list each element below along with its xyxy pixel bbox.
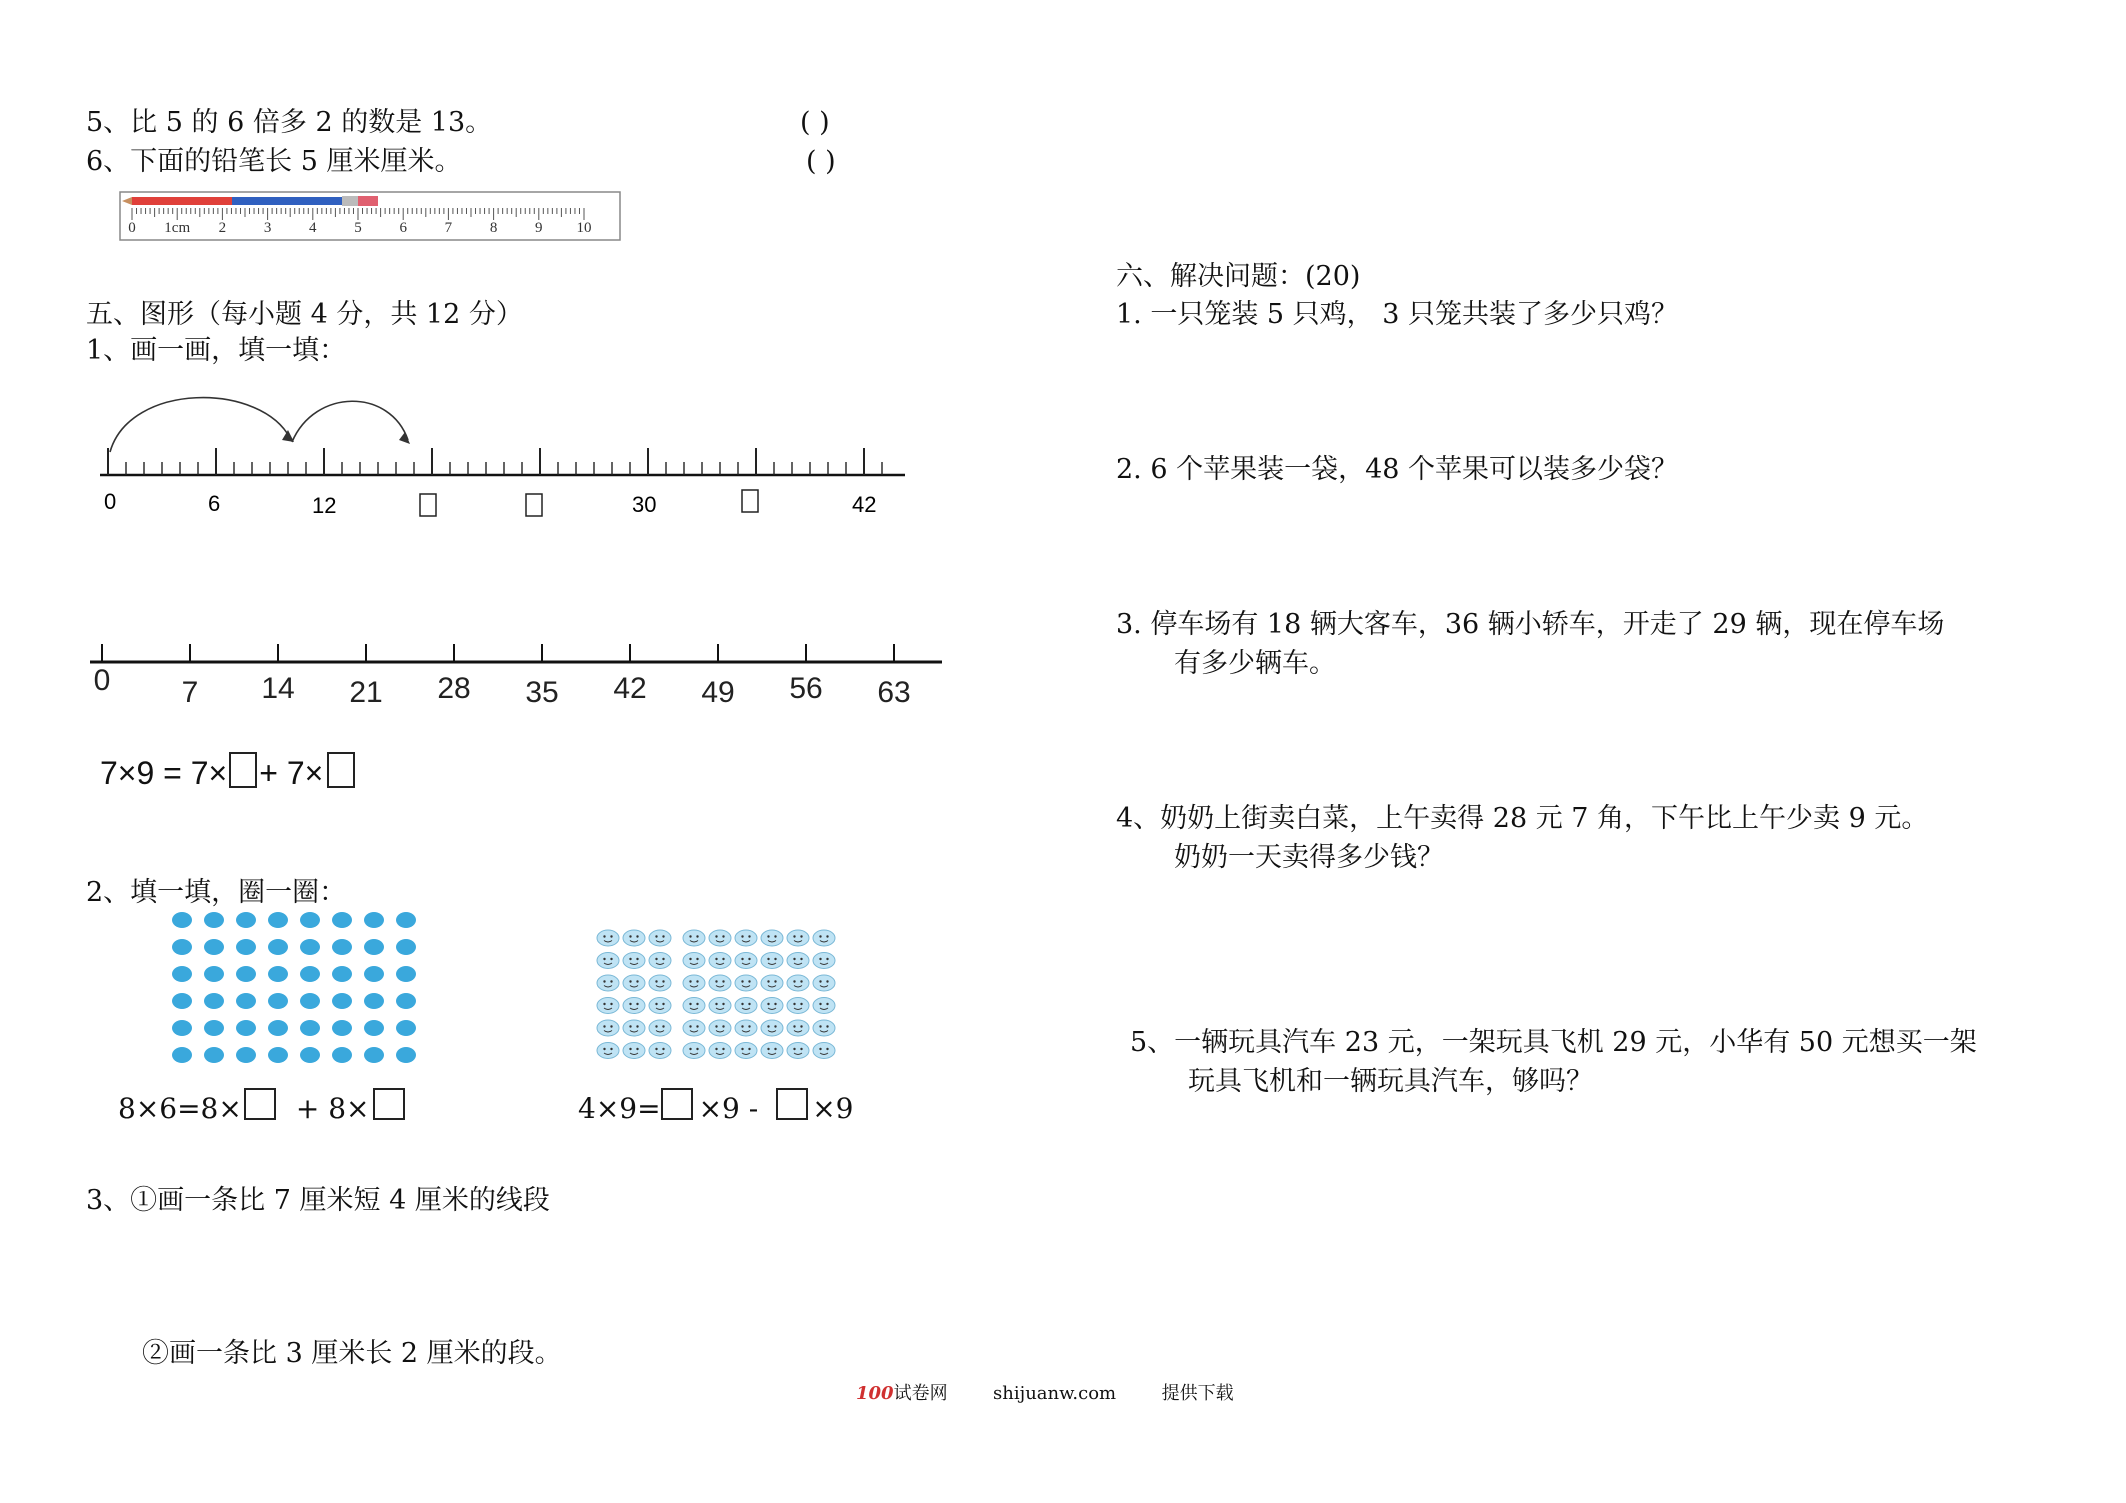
smiley-icon xyxy=(761,953,783,969)
dot xyxy=(172,1047,192,1063)
smiley-icon xyxy=(683,930,705,946)
smiley-icon xyxy=(813,1043,835,1059)
smiley-icon xyxy=(787,975,809,991)
nl2-label: 21 xyxy=(349,676,383,709)
dot xyxy=(204,912,224,928)
dot xyxy=(268,939,288,955)
smiley-icon xyxy=(597,975,619,991)
smiley-icon xyxy=(735,930,757,946)
dot xyxy=(332,1020,352,1036)
number-line-2-ticks xyxy=(102,644,894,662)
nl2-label: 56 xyxy=(789,672,823,705)
hop-arc-1 xyxy=(110,398,290,452)
pencil-body-red xyxy=(132,197,232,205)
ruler-label: 9 xyxy=(535,220,543,236)
eq-8x6-lhs: 8×6=8× xyxy=(118,1092,242,1125)
smiley-icon xyxy=(623,953,645,969)
dot-array xyxy=(168,908,434,1068)
dot xyxy=(364,966,384,982)
smiley-icon xyxy=(709,975,731,991)
smiley-icon xyxy=(813,953,835,969)
pencil-body-blue xyxy=(232,197,342,205)
nl1-blank-box-2[interactable] xyxy=(526,494,542,516)
dot xyxy=(364,993,384,1009)
hop-arc-2 xyxy=(292,401,408,442)
eq-4x9-minus: ×9 - xyxy=(698,1092,759,1125)
smiley-icon xyxy=(623,930,645,946)
section6-q4-line1: 4、奶奶上街卖白菜，上午卖得 28 元 7 角，下午比上午少卖 9 元。 xyxy=(1116,803,1929,834)
smiley-icon xyxy=(735,953,757,969)
smiley-icon xyxy=(735,1043,757,1059)
smiley-icon xyxy=(735,1020,757,1036)
smiley-icon xyxy=(709,930,731,946)
smiley-icon xyxy=(597,953,619,969)
eq-8x6-box-2[interactable] xyxy=(373,1088,405,1120)
eq-4x9-lhs: 4×9= xyxy=(578,1092,661,1125)
dot xyxy=(204,939,224,955)
smiley-icon xyxy=(597,998,619,1014)
eq-7x9 xyxy=(100,752,355,793)
nl2-label: 14 xyxy=(261,672,295,705)
dot xyxy=(236,966,256,982)
eq-7x9-plus: + 7× xyxy=(259,755,324,791)
dot xyxy=(172,993,192,1009)
dot xyxy=(204,1047,224,1063)
dot xyxy=(396,993,416,1009)
smiley-icon xyxy=(735,998,757,1014)
smiley-icon xyxy=(649,975,671,991)
dot xyxy=(236,1047,256,1063)
eq-7x9-box-2[interactable] xyxy=(327,752,355,788)
eq-8x6-plus: + 8× xyxy=(295,1092,370,1125)
smiley-icon xyxy=(813,998,835,1014)
smiley-array xyxy=(596,928,856,1062)
nl2-label: 35 xyxy=(525,676,559,709)
nl1-label-42: 42 xyxy=(852,492,877,517)
dot xyxy=(204,993,224,1009)
smiley-icon xyxy=(761,1043,783,1059)
dot xyxy=(204,966,224,982)
smiley-icon xyxy=(683,975,705,991)
nl1-blank-box-1[interactable] xyxy=(420,494,436,516)
smiley-icon xyxy=(787,1020,809,1036)
footer-note: 提供下载 xyxy=(1161,1383,1234,1404)
smiley-icon xyxy=(683,998,705,1014)
smiley-icon xyxy=(761,998,783,1014)
judge-q6-answer-paren[interactable]: ( ) xyxy=(806,146,836,177)
smiley-icon xyxy=(813,1020,835,1036)
dot xyxy=(300,939,320,955)
smiley-icon xyxy=(623,1043,645,1059)
smiley-icon xyxy=(735,975,757,991)
nl2-label: 28 xyxy=(437,672,471,705)
smiley-icon xyxy=(813,975,835,991)
smiley-icon xyxy=(709,953,731,969)
section6-q1: 1. 一只笼装 5 只鸡， 3 只笼共装了多少只鸡？ xyxy=(1116,299,1679,330)
nl2-label: 63 xyxy=(877,676,911,709)
number-line-1 xyxy=(90,390,920,525)
number-line-1-ticks xyxy=(108,448,882,475)
judge-q6-text: 6、下面的铅笔长 5 厘米厘米。 xyxy=(86,146,462,177)
dot xyxy=(300,966,320,982)
ruler-label: 10 xyxy=(576,220,592,236)
smiley-icon xyxy=(623,998,645,1014)
nl1-label-30: 30 xyxy=(632,492,657,517)
dot xyxy=(364,912,384,928)
smiley-icon xyxy=(787,953,809,969)
ruler-label: 4 xyxy=(309,220,317,236)
nl1-label-12: 12 xyxy=(312,493,337,518)
nl1-label-6: 6 xyxy=(208,491,221,516)
dot xyxy=(300,993,320,1009)
nl2-label: 49 xyxy=(701,676,735,709)
dot xyxy=(364,1020,384,1036)
nl1-label-0: 0 xyxy=(104,489,117,514)
footer-site-name: 试卷网 xyxy=(893,1383,948,1404)
dot xyxy=(300,1047,320,1063)
dot xyxy=(268,966,288,982)
footer xyxy=(856,1383,1234,1405)
smiley-icon xyxy=(597,1043,619,1059)
ruler-label: 5 xyxy=(354,220,362,236)
nl2-label: 7 xyxy=(181,676,199,709)
smiley-icon xyxy=(761,1020,783,1036)
dot xyxy=(300,1020,320,1036)
dot xyxy=(396,912,416,928)
smiley-icon xyxy=(813,930,835,946)
smiley-icon xyxy=(649,930,671,946)
dot xyxy=(332,912,352,928)
smiley-icon xyxy=(623,1020,645,1036)
section6-q5-line2: 玩具飞机和一辆玩具汽车，够吗？ xyxy=(1188,1066,1593,1097)
dot xyxy=(236,993,256,1009)
number-line-2 xyxy=(86,628,952,714)
judge-q5-answer-paren[interactable]: ( ) xyxy=(800,107,830,138)
smiley-icon xyxy=(683,953,705,969)
nl1-blank-box-3[interactable] xyxy=(742,490,758,512)
smiley-grid xyxy=(597,930,835,1059)
dot xyxy=(364,939,384,955)
ruler-label: 3 xyxy=(263,220,272,236)
ruler-label: 7 xyxy=(444,220,453,236)
smiley-icon xyxy=(623,975,645,991)
ruler-label: 0 xyxy=(128,220,136,236)
dot xyxy=(396,939,416,955)
ruler-label: 8 xyxy=(489,220,498,236)
pencil-ferrule xyxy=(342,196,358,206)
dot xyxy=(268,1047,288,1063)
number-line-2-labels xyxy=(94,664,911,709)
smiley-icon xyxy=(787,998,809,1014)
dot xyxy=(396,1020,416,1036)
dot xyxy=(236,912,256,928)
dot xyxy=(332,1047,352,1063)
smiley-icon xyxy=(597,930,619,946)
dot xyxy=(268,1020,288,1036)
ruler-label: 6 xyxy=(399,220,407,236)
dot xyxy=(172,939,192,955)
eq-4x9-box-2[interactable] xyxy=(776,1088,808,1120)
dot xyxy=(268,912,288,928)
section5-q2-label: 2、填一填，圈一圈： xyxy=(86,877,347,908)
eq-4x9-tail: ×9 xyxy=(812,1092,854,1125)
dot xyxy=(172,966,192,982)
ruler-label: 1cm xyxy=(164,220,191,236)
dot xyxy=(204,1020,224,1036)
section6-q3-line1: 3. 停车场有 18 辆大客车，36 辆小轿车，开走了 29 辆，现在停车场 xyxy=(1116,609,1945,640)
eq-4x9 xyxy=(578,1088,853,1127)
smiley-icon xyxy=(787,930,809,946)
dot xyxy=(332,993,352,1009)
smiley-icon xyxy=(649,998,671,1014)
nl2-label: 0 xyxy=(93,664,111,697)
eq-8x6 xyxy=(118,1088,405,1127)
dot xyxy=(172,1020,192,1036)
section6-q3-line2: 有多少辆车。 xyxy=(1174,648,1336,679)
smiley-icon xyxy=(787,1043,809,1059)
section5-title: 五、图形（每小题 4 分，共 12 分） xyxy=(86,299,523,330)
smiley-icon xyxy=(649,1020,671,1036)
nl2-label: 42 xyxy=(613,672,647,705)
dot xyxy=(332,966,352,982)
section5-q3-part1: 3、①画一条比 7 厘米短 4 厘米的线段 xyxy=(86,1185,550,1216)
section6-q5-line1: 5、一辆玩具汽车 23 元，一架玩具飞机 29 元，小华有 50 元想买一架 xyxy=(1130,1027,1977,1058)
ruler-label: 2 xyxy=(218,220,227,236)
smiley-icon xyxy=(709,1043,731,1059)
dot xyxy=(332,939,352,955)
section6-q4-line2: 奶奶一天卖得多少钱？ xyxy=(1174,842,1444,873)
dot xyxy=(172,912,192,928)
smiley-icon xyxy=(761,930,783,946)
eq-7x9-box-1[interactable] xyxy=(229,752,257,788)
smiley-icon xyxy=(683,1020,705,1036)
eq-4x9-box-1[interactable] xyxy=(661,1088,693,1120)
footer-logo: 100 xyxy=(856,1383,894,1404)
footer-url[interactable]: shijuanw.com xyxy=(993,1383,1117,1404)
dot xyxy=(396,966,416,982)
dot xyxy=(236,1020,256,1036)
section5-q3-part2: ②画一条比 3 厘米长 2 厘米的段。 xyxy=(142,1338,562,1369)
smiley-icon xyxy=(761,975,783,991)
smiley-icon xyxy=(649,1043,671,1059)
section6-q2: 2. 6 个苹果装一袋，48 个苹果可以装多少袋？ xyxy=(1116,454,1679,485)
dot xyxy=(364,1047,384,1063)
smiley-icon xyxy=(649,953,671,969)
pencil-eraser xyxy=(358,196,378,206)
smiley-icon xyxy=(597,1020,619,1036)
dot xyxy=(236,939,256,955)
dot-grid xyxy=(172,912,416,1063)
dot xyxy=(268,993,288,1009)
section6-title: 六、解决问题：(20) xyxy=(1116,261,1361,292)
pencil-ruler-figure xyxy=(118,188,623,244)
eq-8x6-box-1[interactable] xyxy=(244,1088,276,1120)
smiley-icon xyxy=(709,1020,731,1036)
hop-arrow-2 xyxy=(399,432,410,444)
dot xyxy=(396,1047,416,1063)
smiley-icon xyxy=(709,998,731,1014)
eq-7x9-lhs: 7×9 = 7× xyxy=(100,755,228,791)
dot xyxy=(300,912,320,928)
smiley-icon xyxy=(683,1043,705,1059)
section5-q1-label: 1、画一画，填一填： xyxy=(86,335,347,366)
judge-q5-text: 5、比 5 的 6 倍多 2 的数是 13。 xyxy=(86,107,493,138)
